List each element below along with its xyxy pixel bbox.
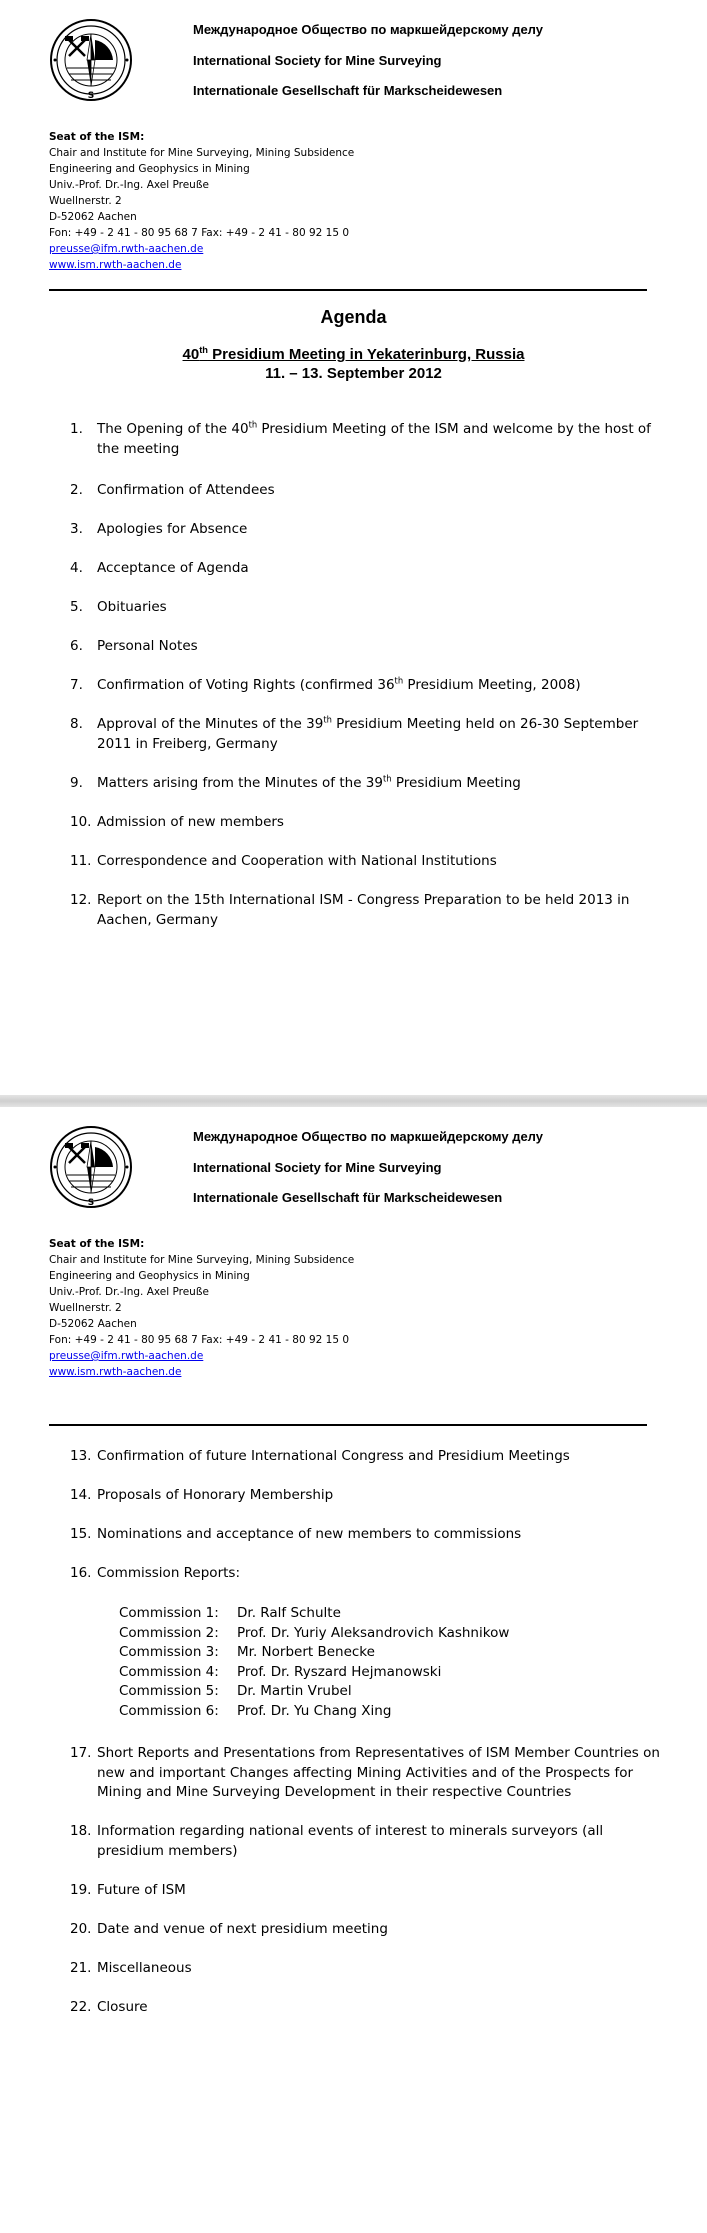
commission-label: Commission 2: bbox=[119, 1624, 219, 1641]
agenda-item-text bbox=[97, 715, 662, 754]
org-name-german: Internationale Gesellschaft für Markscheidewesen bbox=[193, 83, 503, 98]
agenda-item-text-part: Closure bbox=[97, 1999, 148, 2015]
agenda-item-text-part: Admission of new members bbox=[97, 814, 284, 830]
meeting-title-text: Presidium Meeting in Yekaterinburg, Russia bbox=[207, 346, 525, 363]
agenda-item-text-part: Presidium Meeting of the ISM and welcome by the host of the meeting bbox=[97, 421, 651, 457]
meeting-dates: 11. – 13. September 2012 bbox=[265, 365, 442, 382]
commission-chair: Dr. Ralf Schulte bbox=[237, 1605, 341, 1621]
ism-logo-icon bbox=[49, 18, 133, 102]
letterhead bbox=[49, 18, 650, 108]
commission-chair: Mr. Norbert Benecke bbox=[237, 1644, 375, 1660]
agenda-item-number: 7. bbox=[70, 677, 83, 693]
org-name-english: International Society for Mine Surveying bbox=[193, 1160, 442, 1175]
agenda-item-number: 1. bbox=[70, 421, 83, 437]
agenda-item-number: 18. bbox=[70, 1823, 92, 1839]
agenda-item-text-part: The Opening of the 40 bbox=[97, 421, 249, 437]
agenda-item-number: 17. bbox=[70, 1745, 92, 1761]
ordinal-suffix: th bbox=[323, 714, 332, 725]
agenda-item-text-part: Miscellaneous bbox=[97, 1960, 192, 1976]
website-link[interactable]: www.ism.rwth-aachen.de bbox=[49, 259, 182, 271]
email-link[interactable]: preusse@ifm.rwth-aachen.de bbox=[49, 243, 204, 255]
agenda-item-number: 8. bbox=[70, 716, 83, 732]
agenda-item-text-part: Matters arising from the Minutes of the 39 bbox=[97, 775, 383, 791]
seat-line: Wuellnerstr. 2 bbox=[49, 195, 122, 207]
seat-line: Univ.-Prof. Dr.-Ing. Axel Preuße bbox=[49, 179, 209, 191]
agenda-item-text-part: Confirmation of future International Congress and Presidium Meetings bbox=[97, 1448, 570, 1464]
agenda-title: Agenda bbox=[320, 307, 387, 327]
commission-chair: Prof. Dr. Yu Chang Xing bbox=[237, 1702, 392, 1719]
page-2 bbox=[0, 1107, 707, 2233]
agenda-item-text bbox=[97, 1959, 662, 1979]
agenda-item-text-part: Commission Reports: bbox=[97, 1565, 240, 1581]
agenda-item-number: 4. bbox=[70, 560, 83, 576]
seat-line: D-52062 Aachen bbox=[49, 211, 137, 223]
agenda-item-text bbox=[97, 1998, 662, 2018]
agenda-item-number: 22. bbox=[70, 1999, 92, 2015]
agenda-item-text bbox=[97, 774, 662, 794]
seat-line: Engineering and Geophysics in Mining bbox=[49, 163, 250, 175]
agenda-item-text-part: Report on the 15th International ISM - Congress Preparation to be held 2013 in Aachen, Germany bbox=[97, 892, 630, 928]
meeting-number: 40 bbox=[182, 346, 200, 363]
header-divider bbox=[49, 289, 647, 291]
agenda-item-number: 5. bbox=[70, 599, 83, 615]
agenda-item-text-part: Obituaries bbox=[97, 599, 167, 615]
agenda-item-number: 11. bbox=[70, 853, 92, 869]
seat-line: Univ.-Prof. Dr.-Ing. Axel Preuße bbox=[49, 1286, 209, 1298]
agenda-item-text bbox=[97, 637, 662, 657]
agenda-item-text bbox=[97, 1486, 662, 1506]
agenda-item-text bbox=[97, 520, 662, 540]
org-name-russian: Международное Общество по маркшейдерскому делу bbox=[193, 1129, 543, 1144]
header-divider bbox=[49, 1424, 647, 1426]
meeting-number-suffix: th bbox=[199, 345, 208, 355]
agenda-item-text-part: Nominations and acceptance of new members to commissions bbox=[97, 1526, 522, 1542]
agenda-item-number: 10. bbox=[70, 814, 92, 830]
seat-address bbox=[49, 1236, 354, 1380]
seat-address bbox=[49, 129, 354, 273]
seat-line: Engineering and Geophysics in Mining bbox=[49, 1270, 250, 1282]
agenda-item-text-part: Acceptance of Agenda bbox=[97, 560, 249, 576]
agenda-item-text bbox=[97, 1920, 662, 1940]
seat-line: Chair and Institute for Mine Surveying, Mining Subsidence bbox=[49, 1254, 355, 1266]
page-1 bbox=[0, 0, 707, 1095]
agenda-item-text-part: Date and venue of next presidium meeting bbox=[97, 1921, 388, 1937]
commission-chair: Prof. Dr. Ryszard Hejmanowski bbox=[237, 1663, 442, 1680]
commission-label: Commission 5: bbox=[119, 1683, 219, 1699]
agenda-item-text bbox=[97, 891, 662, 930]
ordinal-suffix: th bbox=[394, 675, 404, 686]
agenda-item-text-part: Information regarding national events of interest to minerals surveyors (all presidium members) bbox=[97, 1823, 604, 1859]
agenda-item-text bbox=[97, 481, 662, 501]
agenda-item-text bbox=[97, 852, 662, 872]
website-link[interactable]: www.ism.rwth-aachen.de bbox=[49, 1366, 182, 1378]
agenda-item-text-part: Future of ISM bbox=[97, 1882, 186, 1898]
agenda-item-text-part: Presidium Meeting held on 26-30 September 2011 in Freiberg, Germany bbox=[97, 716, 639, 752]
agenda-item-text-part: Approval of the Minutes of the 39 bbox=[97, 716, 324, 732]
seat-line: Fon: +49 - 2 41 - 80 95 68 7 Fax: +49 - 2 41 - 80 92 15 0 bbox=[49, 227, 350, 239]
meeting-heading bbox=[0, 345, 707, 383]
org-name-german: Internationale Gesellschaft für Markscheidewesen bbox=[193, 1190, 503, 1205]
svg-text:S: S bbox=[87, 91, 95, 101]
agenda-item-text bbox=[97, 420, 662, 459]
seat-title: Seat of the ISM: bbox=[49, 1238, 145, 1250]
meeting-title bbox=[0, 345, 707, 364]
email-link[interactable]: preusse@ifm.rwth-aachen.de bbox=[49, 1350, 204, 1362]
commission-label: Commission 4: bbox=[119, 1663, 219, 1680]
agenda-item-text-part: Correspondence and Cooperation with National Institutions bbox=[97, 853, 497, 869]
seat-line: Wuellnerstr. 2 bbox=[49, 1302, 122, 1314]
commission-chair: Prof. Dr. Yuriy Aleksandrovich Kashnikow bbox=[237, 1624, 510, 1641]
agenda-item-text-part: Proposals of Honorary Membership bbox=[97, 1487, 334, 1503]
svg-text:S: S bbox=[87, 1198, 95, 1208]
ordinal-suffix: th bbox=[382, 773, 392, 784]
agenda-item-text bbox=[97, 1447, 662, 1467]
agenda-item-number: 15. bbox=[70, 1526, 92, 1542]
agenda-item-text-part: Presidium Meeting bbox=[391, 775, 521, 791]
agenda-item-number: 19. bbox=[70, 1882, 92, 1898]
agenda-item-number: 9. bbox=[70, 775, 83, 791]
agenda-item-text bbox=[97, 1564, 662, 1584]
agenda-item-text bbox=[97, 1822, 662, 1861]
agenda-item-text-part: Apologies for Absence bbox=[97, 521, 248, 537]
commission-label: Commission 6: bbox=[119, 1702, 219, 1719]
seat-line: Chair and Institute for Mine Surveying, Mining Subsidence bbox=[49, 147, 355, 159]
seat-line: D-52062 Aachen bbox=[49, 1318, 137, 1330]
agenda-item-number: 20. bbox=[70, 1921, 92, 1937]
seat-line: Fon: +49 - 2 41 - 80 95 68 7 Fax: +49 - 2 41 - 80 92 15 0 bbox=[49, 1334, 350, 1346]
agenda-item-text-part: Personal Notes bbox=[97, 638, 198, 654]
agenda-item-number: 3. bbox=[70, 521, 83, 537]
agenda-item-number: 2. bbox=[70, 482, 83, 498]
agenda-item-number: 16. bbox=[70, 1565, 92, 1581]
seat-title: Seat of the ISM: bbox=[49, 131, 145, 143]
agenda-item-number: 13. bbox=[70, 1448, 92, 1464]
agenda-item-text bbox=[97, 1881, 662, 1901]
agenda-item-text bbox=[97, 676, 662, 696]
agenda-item-number: 14. bbox=[70, 1487, 92, 1503]
commission-chair: Dr. Martin Vrubel bbox=[237, 1683, 352, 1699]
agenda-item-text-part: Confirmation of Attendees bbox=[97, 482, 275, 498]
org-name-russian: Международное Общество по маркшейдерскому делу bbox=[193, 22, 543, 37]
agenda-item-text bbox=[97, 559, 662, 579]
agenda-item-text bbox=[97, 1525, 662, 1545]
ordinal-suffix: th bbox=[248, 419, 258, 430]
commission-label: Commission 3: bbox=[119, 1644, 219, 1660]
page-separator bbox=[0, 1095, 707, 1107]
agenda-item-number: 6. bbox=[70, 638, 83, 654]
agenda-item-text-part: Short Reports and Presentations from Representatives of ISM Member Countries on new and important Changes affecting Mining Activities and of the Prospects for Mining and Mine Surveying Development in their respective Countries bbox=[97, 1745, 660, 1800]
agenda-item-text-part: Presidium Meeting, 2008) bbox=[403, 677, 581, 693]
agenda-item-text bbox=[97, 1744, 662, 1803]
ism-logo-icon bbox=[49, 1125, 133, 1209]
agenda-item-number: 21. bbox=[70, 1960, 92, 1976]
agenda-item-number: 12. bbox=[70, 892, 92, 908]
agenda-item-text bbox=[97, 813, 662, 833]
org-name-english: International Society for Mine Surveying bbox=[193, 53, 442, 68]
agenda-item-text-part: Confirmation of Voting Rights (confirmed 36 bbox=[97, 677, 395, 693]
agenda-item-text bbox=[97, 598, 662, 618]
letterhead bbox=[49, 1125, 650, 1215]
commission-label: Commission 1: bbox=[119, 1605, 219, 1621]
